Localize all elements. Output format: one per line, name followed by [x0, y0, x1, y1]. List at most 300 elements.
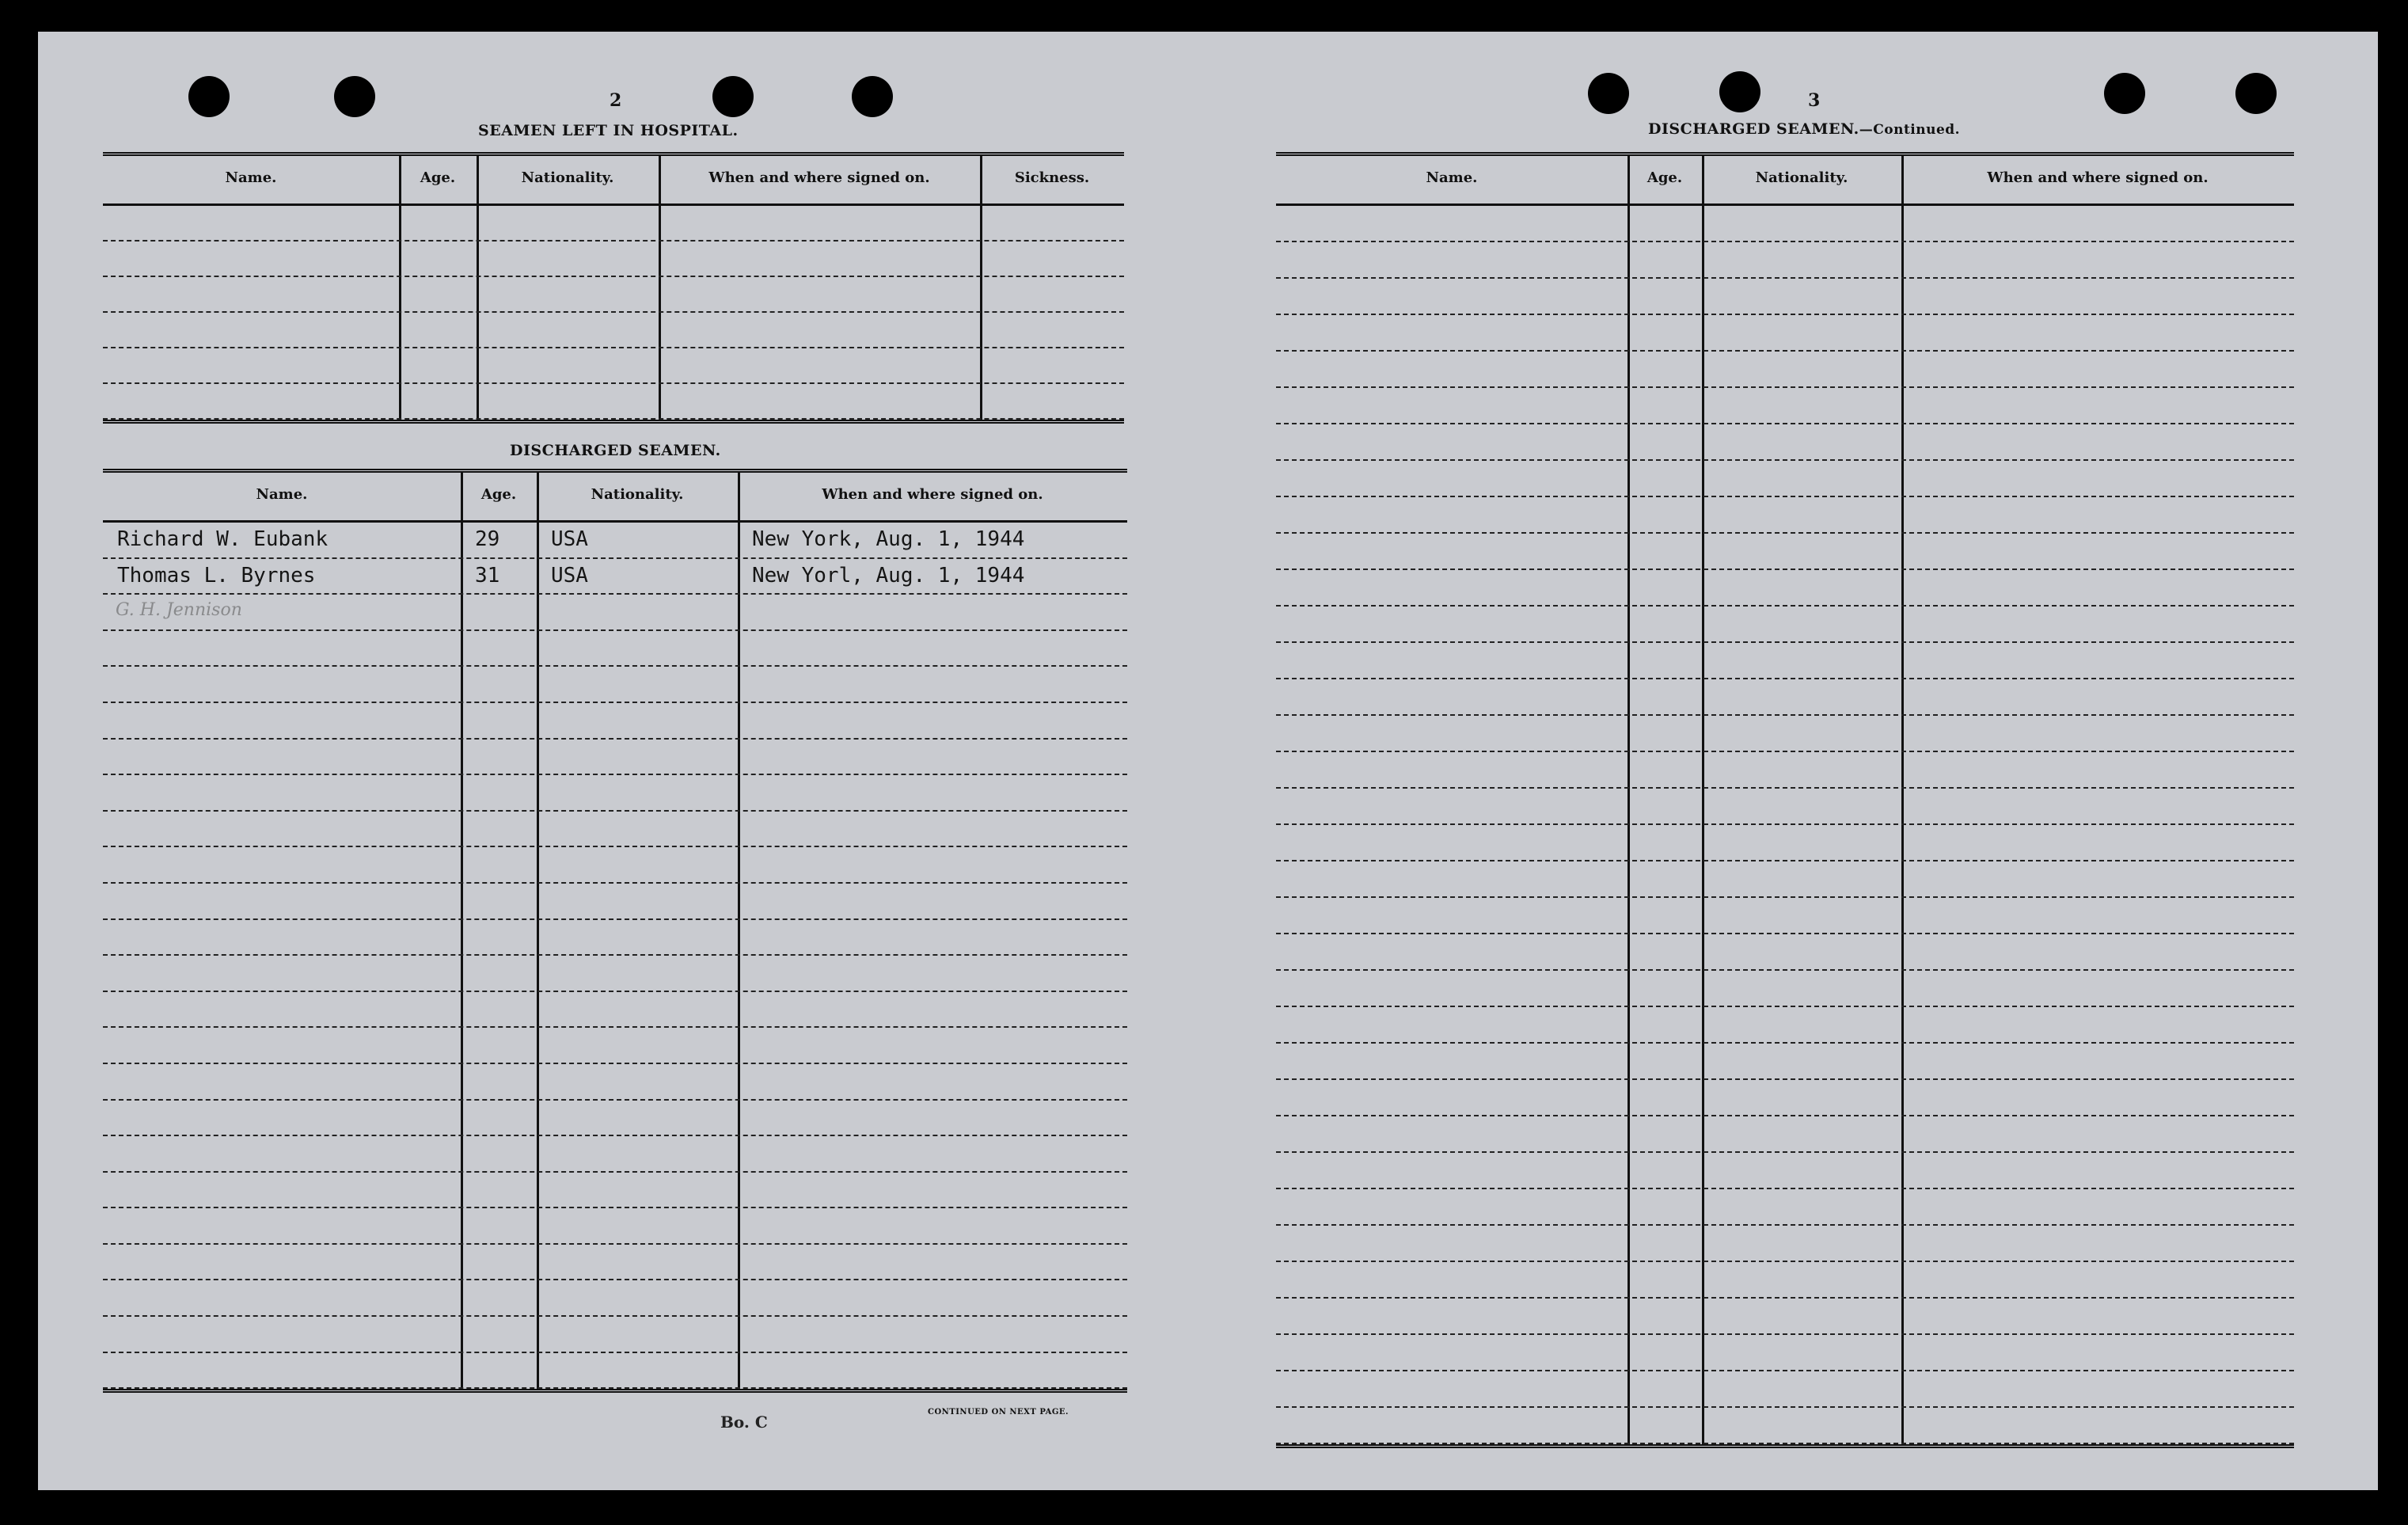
table-cell [1702, 1153, 1901, 1188]
table-cell [738, 847, 1127, 882]
table-cell [1901, 752, 2294, 787]
table-cell [1702, 716, 1901, 751]
table-cell [1627, 1371, 1702, 1406]
table-row [1276, 279, 2294, 315]
table-cell [1627, 1189, 1702, 1224]
page-number: 3 [1808, 90, 1821, 111]
table-cell [1901, 1408, 2294, 1443]
table-cell [461, 1280, 537, 1315]
table-cell [537, 1317, 738, 1352]
table-cell [738, 1173, 1127, 1207]
table-cell [1627, 497, 1702, 532]
table-cell [1276, 1153, 1627, 1188]
table-cell [1627, 1116, 1702, 1151]
column-header-age: Age. [1646, 169, 1683, 186]
table-row [1276, 1262, 2294, 1299]
table-cell [1901, 1299, 2294, 1333]
table-cell [1627, 971, 1702, 1006]
table-cell [1901, 716, 2294, 751]
left-page [38, 32, 1202, 1490]
table-cell [659, 313, 980, 347]
table-cell [1627, 1262, 1702, 1297]
column-header-signed-on: When and where signed on. [708, 169, 930, 186]
table-cell [103, 1208, 461, 1243]
table-row [103, 703, 1127, 740]
table-cell [1627, 607, 1702, 641]
table-cell [1276, 388, 1627, 423]
table-cell [1702, 1007, 1901, 1042]
table-cell [103, 348, 399, 382]
table-cell [1901, 679, 2294, 714]
table-cell [461, 847, 537, 882]
table-cell [1702, 679, 1901, 714]
table-cell [461, 1101, 537, 1135]
table-cell [103, 1136, 461, 1171]
table-cell [1627, 1335, 1702, 1370]
discharged-continued-header [1276, 156, 2294, 206]
table-cell [1276, 279, 1627, 314]
table-cell [461, 740, 537, 774]
table-cell: New Yorl, Aug. 1, 1944 [752, 563, 1025, 588]
table-cell [1627, 898, 1702, 933]
table-cell [1627, 206, 1702, 241]
table-cell [103, 1064, 461, 1099]
table-cell [537, 631, 738, 666]
table-row [103, 523, 1127, 559]
table-cell [537, 992, 738, 1027]
column-header-signed-on: When and where signed on. [822, 486, 1043, 503]
table-cell: USA [551, 563, 588, 588]
table-cell [1276, 1080, 1627, 1115]
table-row [103, 775, 1127, 812]
table-cell [738, 1280, 1127, 1315]
table-cell [1627, 752, 1702, 787]
table-cell [1276, 716, 1627, 751]
table-cell [1627, 861, 1702, 896]
table-row [1276, 1371, 2294, 1408]
table-cell [1901, 1044, 2294, 1078]
table-row [1276, 570, 2294, 607]
table-cell [103, 1101, 461, 1135]
table-cell [738, 595, 1127, 629]
table-cell [103, 1173, 461, 1207]
table-cell [537, 1173, 738, 1207]
table-cell [461, 812, 537, 846]
table-cell [399, 277, 477, 311]
table-cell [1702, 424, 1901, 459]
table-cell [1702, 279, 1901, 314]
table-row [1276, 461, 2294, 497]
table-cell [659, 277, 980, 311]
table-cell [1702, 643, 1901, 678]
table-cell [1276, 461, 1627, 496]
table-cell [1276, 1044, 1627, 1078]
table-cell [103, 277, 399, 311]
table-cell [461, 1317, 537, 1352]
table-cell [738, 812, 1127, 846]
table-cell [537, 920, 738, 955]
column-header-nationality: Nationality. [1755, 169, 1848, 186]
table-cell [1901, 279, 2294, 314]
table-cell [1276, 934, 1627, 969]
table-cell [1627, 424, 1702, 459]
table-cell [738, 1208, 1127, 1243]
table-row [103, 277, 1124, 313]
handwritten-mark: G. H. Jennison [116, 600, 242, 620]
table-row [1276, 1226, 2294, 1262]
table-cell [461, 920, 537, 955]
table-cell [1901, 607, 2294, 641]
table-cell [1901, 352, 2294, 386]
table-row [103, 1208, 1127, 1245]
table-cell [461, 1028, 537, 1063]
table-cell [1901, 534, 2294, 569]
table-cell [1276, 789, 1627, 823]
table-cell [103, 206, 399, 240]
table-cell [1901, 1116, 2294, 1151]
table-cell [738, 956, 1127, 991]
table-cell [738, 1028, 1127, 1063]
table-row [103, 206, 1124, 241]
table-cell [103, 1317, 461, 1352]
table-cell [477, 313, 659, 347]
table-cell [738, 1064, 1127, 1099]
table-row [103, 740, 1127, 776]
discharged-continued-body [1276, 206, 2294, 1448]
table-cell [1276, 825, 1627, 860]
table-cell [1276, 861, 1627, 896]
table-row [1276, 607, 2294, 643]
section-title-suffix: —Continued. [1859, 122, 1961, 138]
table-cell [738, 1136, 1127, 1171]
table-cell [1627, 279, 1702, 314]
table-cell [477, 384, 659, 418]
table-cell [1901, 861, 2294, 896]
table-row [1276, 1116, 2294, 1153]
table-cell [1702, 934, 1901, 969]
table-row [1276, 1153, 2294, 1189]
table-cell [477, 277, 659, 311]
column-header-signed-on: When and where signed on. [1987, 169, 2209, 186]
table-cell [1276, 1371, 1627, 1406]
table-cell [1901, 1153, 2294, 1188]
table-cell [1702, 206, 1901, 241]
table-cell [1901, 971, 2294, 1006]
table-row [103, 956, 1127, 992]
table-cell [477, 348, 659, 382]
column-header-age: Age. [480, 486, 517, 503]
table-cell: Thomas L. Byrnes [117, 563, 316, 588]
table-cell [738, 1317, 1127, 1352]
table-cell [103, 703, 461, 738]
table-cell [1702, 315, 1901, 350]
table-cell [103, 956, 461, 991]
table-cell [461, 1173, 537, 1207]
table-row [103, 1064, 1127, 1101]
table-cell [1627, 534, 1702, 569]
table-cell [537, 1280, 738, 1315]
table-cell [1901, 497, 2294, 532]
table-cell: New York, Aug. 1, 1944 [752, 527, 1025, 551]
table-cell [1901, 570, 2294, 605]
table-cell [1627, 461, 1702, 496]
table-row [103, 384, 1124, 420]
table-row [103, 667, 1127, 703]
table-cell [537, 884, 738, 918]
discharged-section-title: DISCHARGED SEAMEN. [510, 442, 721, 459]
table-cell [1901, 789, 2294, 823]
table-cell [1627, 570, 1702, 605]
table-cell [537, 775, 738, 810]
table-cell [738, 920, 1127, 955]
table-cell [738, 667, 1127, 702]
table-cell [103, 1280, 461, 1315]
table-cell [103, 847, 461, 882]
table-cell [537, 703, 738, 738]
table-cell [461, 884, 537, 918]
table-cell: USA [551, 527, 588, 551]
table-cell [477, 241, 659, 276]
table-cell [1901, 825, 2294, 860]
table-cell [1702, 534, 1901, 569]
table-cell [461, 703, 537, 738]
table-row [1276, 934, 2294, 971]
table-cell [1276, 1335, 1627, 1370]
table-cell [537, 1353, 738, 1388]
hospital-section-title: SEAMEN LEFT IN HOSPITAL. [478, 122, 739, 139]
table-cell [738, 703, 1127, 738]
table-cell [1702, 1408, 1901, 1443]
table-cell [537, 595, 738, 629]
table-row [1276, 352, 2294, 388]
table-row [103, 1280, 1127, 1317]
table-cell: 29 [475, 527, 500, 551]
table-cell [399, 313, 477, 347]
table-cell [1627, 643, 1702, 678]
table-cell [1702, 1371, 1901, 1406]
table-cell [738, 1101, 1127, 1135]
table-cell [103, 1245, 461, 1280]
table-cell [103, 241, 399, 276]
table-cell [461, 1064, 537, 1099]
table-cell [1702, 607, 1901, 641]
table-cell [461, 1208, 537, 1243]
table-cell [1702, 242, 1901, 277]
table-cell [1702, 898, 1901, 933]
table-cell [1627, 1226, 1702, 1261]
table-cell [1901, 242, 2294, 277]
table-cell [1627, 825, 1702, 860]
table-cell [1901, 1371, 2294, 1406]
table-row [1276, 971, 2294, 1007]
table-row [103, 1317, 1127, 1353]
table-row [103, 559, 1127, 595]
table-row [1276, 679, 2294, 716]
table-row [1276, 497, 2294, 534]
table-row [1276, 1299, 2294, 1335]
table-cell [1901, 388, 2294, 423]
table-cell [738, 631, 1127, 666]
table-cell [1627, 1044, 1702, 1078]
table-cell [1276, 898, 1627, 933]
column-divider [738, 473, 740, 520]
table-cell [1702, 1299, 1901, 1333]
table-cell [659, 241, 980, 276]
table-cell [1702, 1044, 1901, 1078]
table-cell [1901, 1262, 2294, 1297]
table-cell [1276, 1262, 1627, 1297]
table-cell [103, 775, 461, 810]
table-cell [461, 956, 537, 991]
table-cell [537, 1208, 738, 1243]
table-cell [1627, 242, 1702, 277]
table-cell [103, 1353, 461, 1388]
table-row [1276, 898, 2294, 934]
table-cell [1627, 1299, 1702, 1333]
table-cell [1276, 607, 1627, 641]
table-cell [1702, 971, 1901, 1006]
table-cell [103, 920, 461, 955]
column-divider [980, 156, 982, 203]
column-header-name: Name. [256, 486, 308, 503]
table-row [1276, 242, 2294, 279]
table-cell [537, 667, 738, 702]
table-cell [738, 1353, 1127, 1388]
table-row [103, 313, 1124, 348]
table-cell [103, 740, 461, 774]
table-row [1276, 1408, 2294, 1444]
table-cell [537, 956, 738, 991]
table-cell [1901, 1335, 2294, 1370]
table-cell [537, 1245, 738, 1280]
table-cell [1702, 1080, 1901, 1115]
table-cell [103, 313, 399, 347]
table-cell [1702, 789, 1901, 823]
table-cell [1702, 1262, 1901, 1297]
table-cell [980, 313, 1124, 347]
column-header-nationality: Nationality. [521, 169, 614, 186]
column-divider [1901, 156, 1904, 203]
table-row [1276, 861, 2294, 898]
table-cell [1276, 570, 1627, 605]
table-row [1276, 206, 2294, 242]
section-title-main: DISCHARGED SEAMEN. [1648, 120, 1859, 138]
column-divider [399, 156, 401, 203]
table-cell [399, 206, 477, 240]
table-row [1276, 1189, 2294, 1226]
table-cell [1276, 315, 1627, 350]
table-cell [980, 241, 1124, 276]
table-cell [537, 740, 738, 774]
table-row [103, 847, 1127, 884]
table-cell [1901, 898, 2294, 933]
table-cell [461, 992, 537, 1027]
table-cell [1627, 1080, 1702, 1115]
table-row [1276, 388, 2294, 424]
table-cell [980, 206, 1124, 240]
table-cell [1276, 352, 1627, 386]
table-row [1276, 424, 2294, 461]
table-row [1276, 1007, 2294, 1044]
table-cell [103, 631, 461, 666]
table-row [103, 241, 1124, 277]
table-cell [659, 384, 980, 418]
table-cell [1901, 424, 2294, 459]
table-cell [1627, 1153, 1702, 1188]
table-cell [1702, 1226, 1901, 1261]
right-page [1202, 32, 2378, 1490]
table-cell [461, 1353, 537, 1388]
stamp-mark: Bo. C [720, 1413, 768, 1432]
column-divider [1627, 156, 1630, 203]
table-cell [1276, 1007, 1627, 1042]
column-divider [659, 156, 661, 203]
table-cell [477, 206, 659, 240]
table-row [103, 884, 1127, 920]
table-cell [537, 1028, 738, 1063]
table-cell [1627, 1408, 1702, 1443]
table-cell [1276, 1299, 1627, 1333]
table-row [1276, 1335, 2294, 1371]
table-row [103, 595, 1127, 631]
column-divider [1702, 156, 1704, 203]
table-row [103, 348, 1124, 384]
table-cell [980, 384, 1124, 418]
table-cell [461, 667, 537, 702]
discharged-continued-table [1276, 152, 2294, 1448]
table-row [1276, 716, 2294, 752]
table-cell [1627, 352, 1702, 386]
table-row [103, 631, 1127, 667]
table-cell [103, 667, 461, 702]
column-divider [461, 473, 463, 520]
table-row [1276, 1044, 2294, 1080]
table-cell [399, 348, 477, 382]
table-cell [1276, 679, 1627, 714]
table-cell [1901, 461, 2294, 496]
table-cell [103, 812, 461, 846]
table-cell [738, 740, 1127, 774]
table-row [103, 1101, 1127, 1137]
column-header-name: Name. [1426, 169, 1478, 186]
table-cell [537, 1101, 738, 1135]
table-cell [1702, 752, 1901, 787]
table-cell [1702, 1116, 1901, 1151]
table-cell [1702, 352, 1901, 386]
table-row [1276, 315, 2294, 352]
table-cell [1901, 643, 2294, 678]
table-cell [1276, 206, 1627, 241]
column-header-nationality: Nationality. [591, 486, 684, 503]
table-row [103, 920, 1127, 956]
table-cell [1702, 1189, 1901, 1224]
table-cell [537, 812, 738, 846]
table-cell [1276, 534, 1627, 569]
table-cell [1901, 206, 2294, 241]
table-cell [1276, 971, 1627, 1006]
table-cell [1702, 570, 1901, 605]
table-cell [103, 992, 461, 1027]
table-cell [1627, 679, 1702, 714]
discharged-continued-title [1648, 120, 1960, 138]
table-cell [1702, 825, 1901, 860]
table-cell [1627, 315, 1702, 350]
table-cell [1276, 1226, 1627, 1261]
table-row [103, 992, 1127, 1029]
table-cell [1276, 242, 1627, 277]
table-row [103, 1136, 1127, 1173]
table-cell [537, 1136, 738, 1171]
